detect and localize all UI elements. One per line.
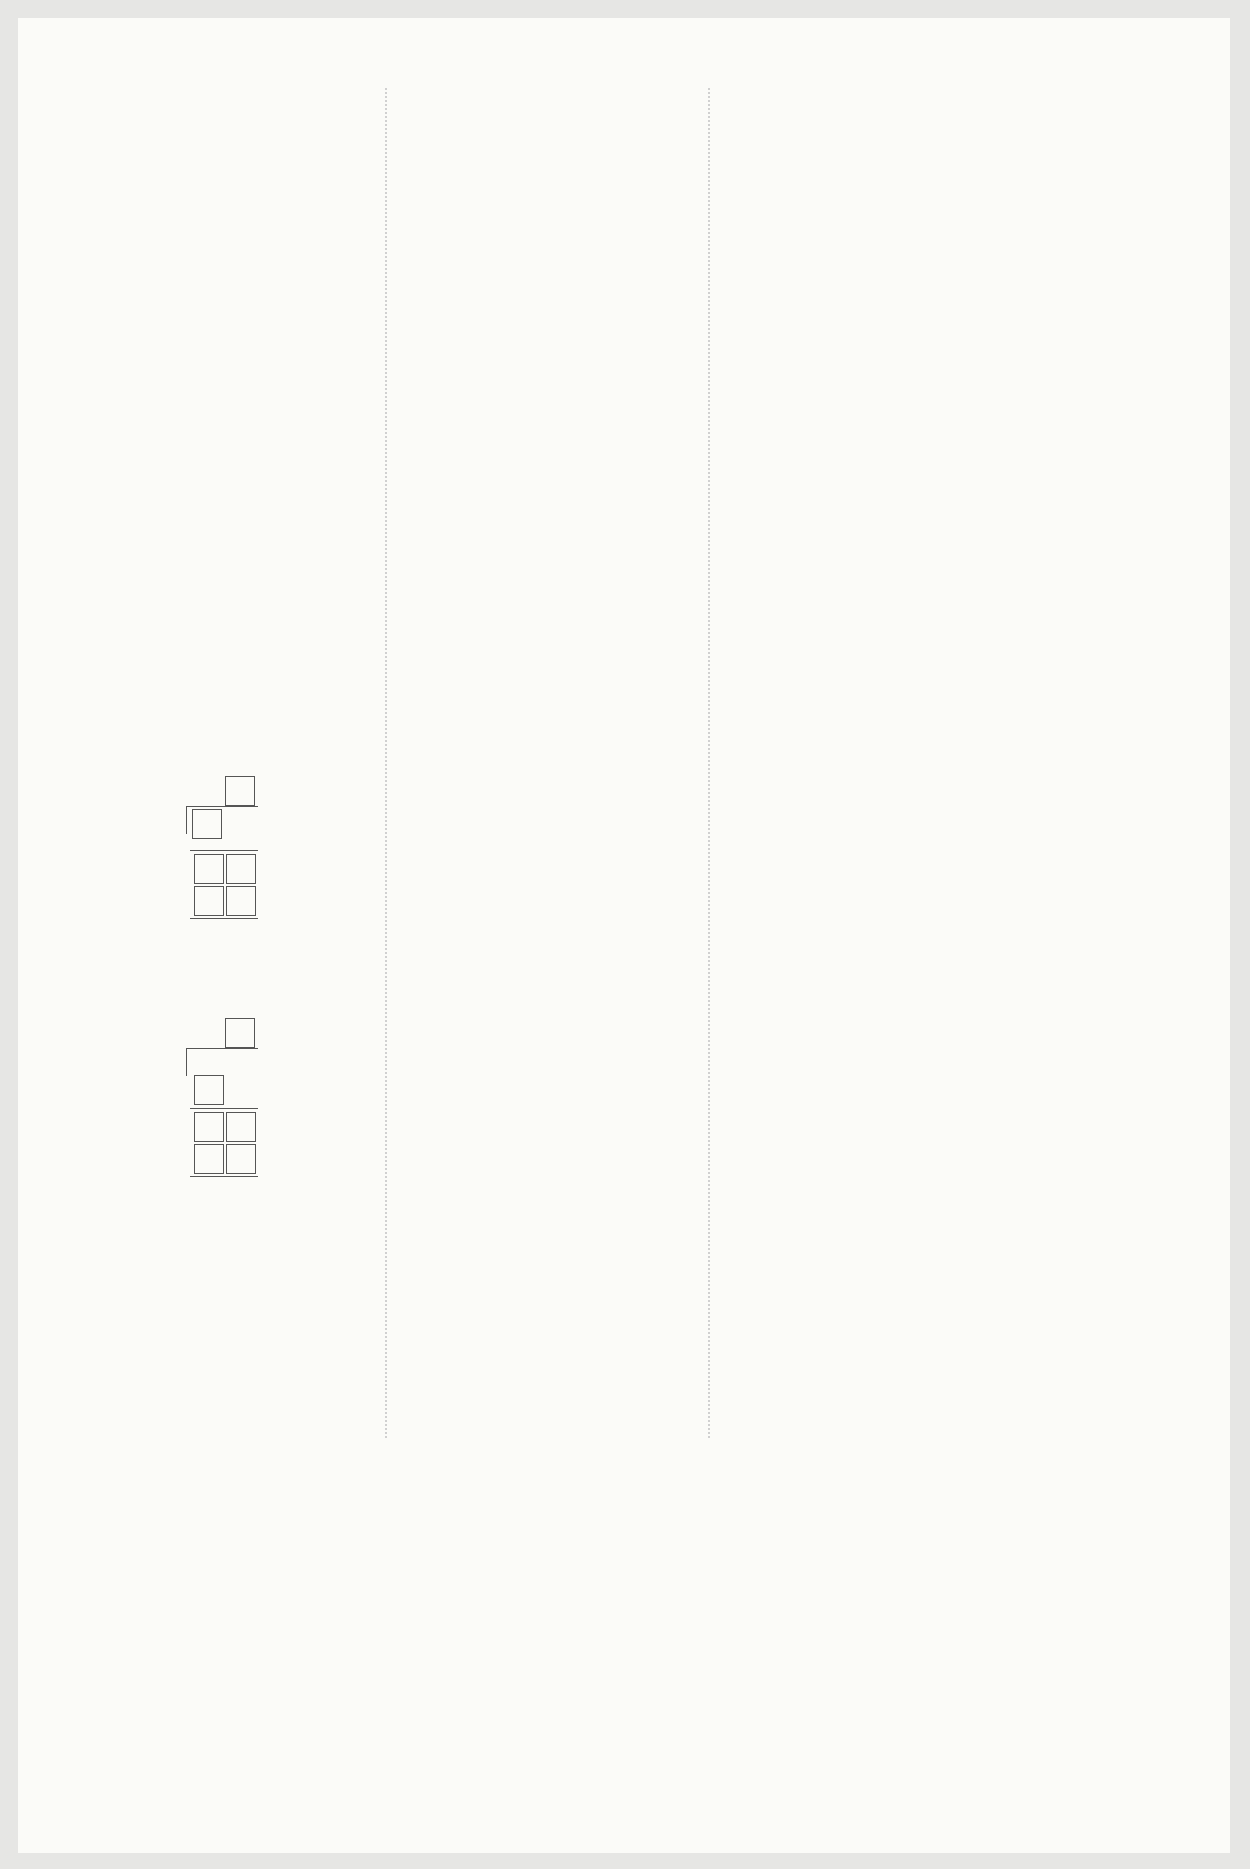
column-divider [385, 88, 387, 1438]
division-bracket [186, 806, 187, 834]
division-bracket [186, 1048, 187, 1076]
subtract-line [190, 850, 258, 851]
product-box [194, 886, 224, 916]
remainder-box [194, 854, 224, 884]
quotient-box [225, 776, 255, 806]
product-box [226, 886, 256, 916]
subtract-box [194, 1075, 224, 1105]
subtract-line [190, 1108, 258, 1109]
dividend-box [192, 809, 222, 839]
remainder-box [226, 854, 256, 884]
column-divider [708, 88, 710, 1438]
division-bar [186, 806, 258, 807]
product-box [194, 1144, 224, 1174]
quotient-box [225, 1018, 255, 1048]
product-box [226, 1144, 256, 1174]
answer-page [18, 18, 1230, 1853]
subtract-line [190, 1176, 258, 1177]
subtract-line [190, 918, 258, 919]
division-bar [186, 1048, 258, 1049]
remainder-box [194, 1112, 224, 1142]
remainder-box [226, 1112, 256, 1142]
